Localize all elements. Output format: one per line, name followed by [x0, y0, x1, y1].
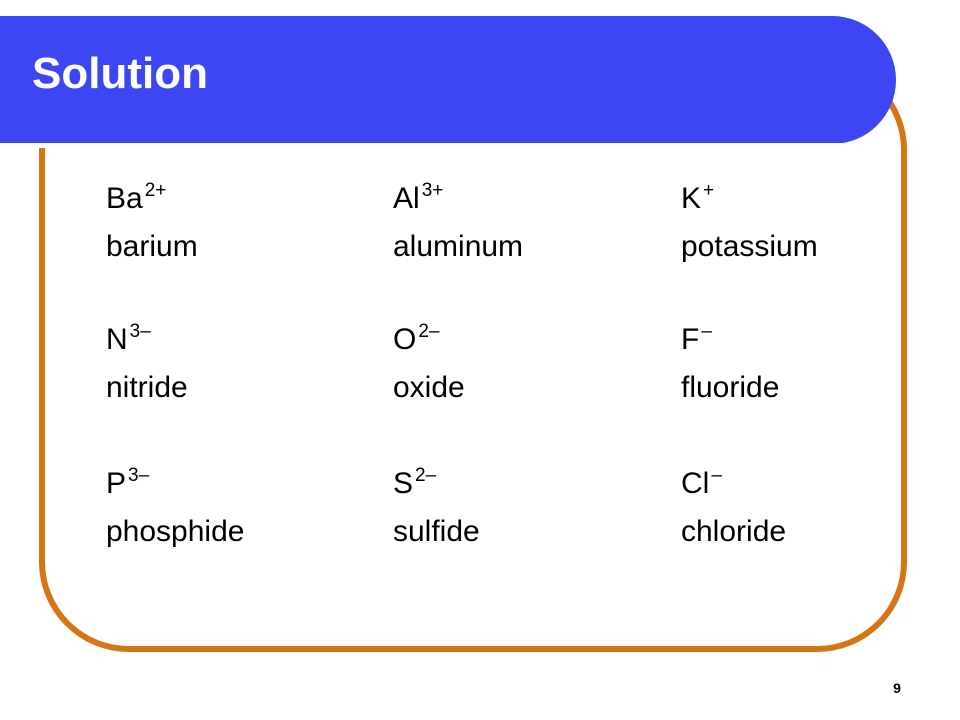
- ion-formula: [393, 467, 480, 501]
- ion-name: fluoride: [681, 371, 780, 404]
- ion-formula: [106, 182, 198, 216]
- ion-charge: +: [703, 180, 715, 201]
- ion-name: phosphide: [106, 515, 245, 548]
- ion-formula: [106, 323, 188, 357]
- ion-charge: 2–: [418, 321, 440, 342]
- element-symbol: Cl: [681, 467, 710, 500]
- element-symbol: N: [106, 323, 128, 356]
- ion-charge: –: [711, 465, 722, 486]
- ion-cell-phosphide: [106, 467, 244, 549]
- ion-charge: –: [701, 321, 712, 342]
- ion-formula: [393, 323, 465, 357]
- page-number: 9: [893, 680, 901, 696]
- element-symbol: P: [106, 467, 127, 500]
- ion-cell-fluoride: [681, 323, 779, 405]
- ion-name: sulfide: [393, 515, 480, 548]
- ion-formula: [393, 182, 523, 216]
- element-symbol: Ba: [106, 182, 143, 215]
- ion-charge: 3–: [128, 465, 150, 486]
- ion-name: oxide: [393, 371, 465, 404]
- ion-name: nitride: [106, 371, 188, 404]
- ion-charge: 2–: [415, 465, 437, 486]
- title-underline: [0, 143, 848, 148]
- ion-cell-nitride: [106, 323, 188, 405]
- element-symbol: F: [681, 323, 700, 356]
- ion-name: chloride: [681, 515, 787, 548]
- ion-cell-aluminum: [393, 182, 523, 264]
- ion-cell-oxide: [393, 323, 465, 405]
- ion-name: potassium: [681, 230, 818, 263]
- ion-cell-barium: [106, 182, 198, 264]
- ion-formula: [681, 323, 779, 357]
- ion-charge: 3+: [421, 180, 444, 201]
- slide-title: Solution: [32, 49, 208, 98]
- ion-formula: [106, 467, 244, 501]
- ion-name: barium: [106, 230, 198, 263]
- element-symbol: K: [681, 182, 702, 215]
- ion-charge: 2+: [144, 180, 167, 201]
- ion-cell-chloride: [681, 467, 786, 549]
- ion-formula: [681, 467, 786, 501]
- ion-name: aluminum: [393, 230, 524, 263]
- ion-charge: 3–: [129, 321, 151, 342]
- ion-formula: [681, 182, 818, 216]
- element-symbol: O: [393, 323, 417, 356]
- ion-cell-potassium: [681, 182, 818, 264]
- element-symbol: Al: [393, 182, 420, 215]
- ion-cell-sulfide: [393, 467, 480, 549]
- element-symbol: S: [393, 467, 414, 500]
